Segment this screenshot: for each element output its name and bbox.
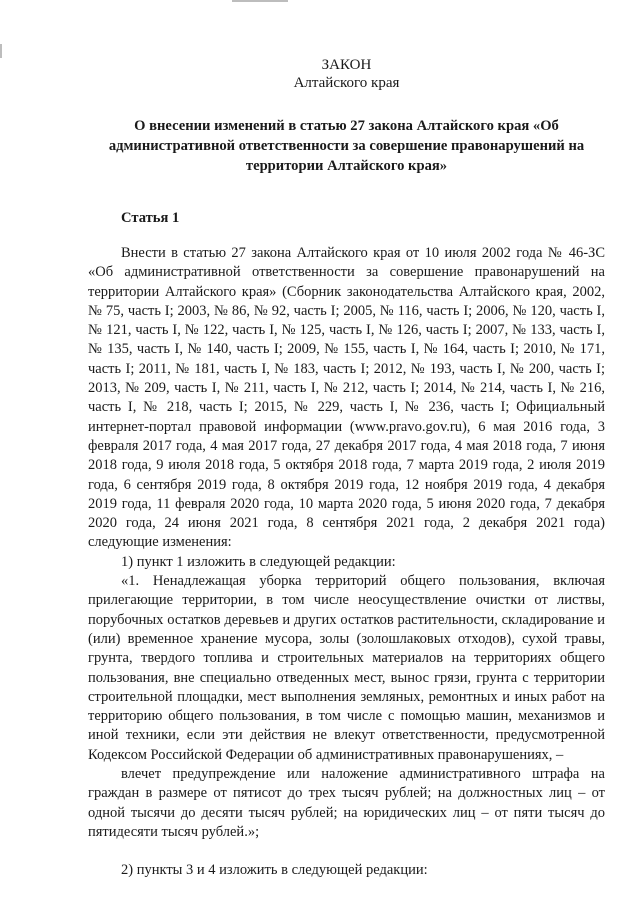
document-type: ЗАКОН — [321, 57, 372, 73]
item-1-sanction: влечет предупреждение или наложение административного штрафа на граждан в размере от пятисот до трех тысяч рублей; на должностных лиц – от одной тысячи до десяти тысяч рублей; на юридических лиц – от пяти тысяч до пятидесяти тысяч рублей.»; — [88, 766, 605, 840]
paragraph-gap — [88, 842, 605, 861]
document-region: Алтайского края — [293, 75, 400, 91]
document-title: О внесении изменений в статью 27 закона Алтайского края «Об административной ответственности за совершение правонарушений на территории Алтайского края» — [108, 118, 585, 174]
item-1-quote: «1. Ненадлежащая уборка территорий общего пользования, включая прилегающие территории, в том числе неосуществление очистки от листвы, порубочных остатков деревьев и других остатков растительности, складирование и (или) временное хранение мусора, золы (золошлаковых отходов), сухой травы, грунта, твердого топлива и строительных материалов на территориях общего пользования, вне специально отведенных мест, вынос грязи, грунта с территории строительной площадки, мест выполнения земляных, ремонтных и иных работ на территорию общего пользования, в том числе с помощью машин, механизмов и иной техники, если эти действия не влекут ответственности, предусмотренной Кодексом Российской Федерации об административных правонарушениях, – — [88, 573, 605, 763]
intro-paragraph: Внести в статью 27 закона Алтайского края от 10 июля 2002 года № 46-ЗС «Об административной ответственности за совершение правонарушений на территории Алтайского края» (Сборник законодательства Алтайского края, 2002, № 75, часть I; 2003, № 86, № 92, часть I; 2005, № 116, часть I; 2006, № 120, часть I, № 121, часть I, № 122, часть I, № 125, часть I, № 126, часть I; 2007, № 133, часть I, № 135, часть I, № 140, часть I; 2009, № 155, часть I, № 164, часть I; 2010, № 171, часть I; 2011, № 181, часть I, № 183, часть I; 2012, № 193, часть I, № 200, часть I; 2013, № 209, часть I, № 211, часть I, № 212, часть I; 2014, № 214, часть I, № 216, часть I, № 218, часть I; 2015, № 229, часть I, № 236, часть I; Официальный интернет-портал правовой информации (www.pravo.gov.ru), 6 мая 2016 года, 3 февраля 2017 года, 4 мая 2017 года, 27 декабря 2017 года, 4 мая 2018 года, 7 июня 2018 года, 9 июля 2018 года, 5 октября 2018 года, 7 марта 2019 года, 2 июля 2019 года, 6 сентября 2019 года, 8 октября 2019 года, 12 ноября 2019 года, 4 декабря 2019 года, 11 февраля 2020 года, 10 марта 2020 года, 5 июня 2020 года, 7 декабря 2020 года, 24 июня 2021 года, 8 сентября 2021 года, 2 декабря 2021 года) следующие изменения: — [88, 245, 605, 551]
scan-artifact-left — [0, 44, 2, 58]
scan-artifact-top — [232, 0, 288, 2]
document-page — [88, 56, 605, 881]
article-body — [88, 244, 605, 881]
item-1-intro: 1) пункт 1 изложить в следующей редакции: — [121, 553, 396, 570]
article-heading: Статья 1 — [121, 210, 180, 226]
item-2-intro: 2) пункты 3 и 4 изложить в следующей редакции: — [121, 862, 428, 879]
